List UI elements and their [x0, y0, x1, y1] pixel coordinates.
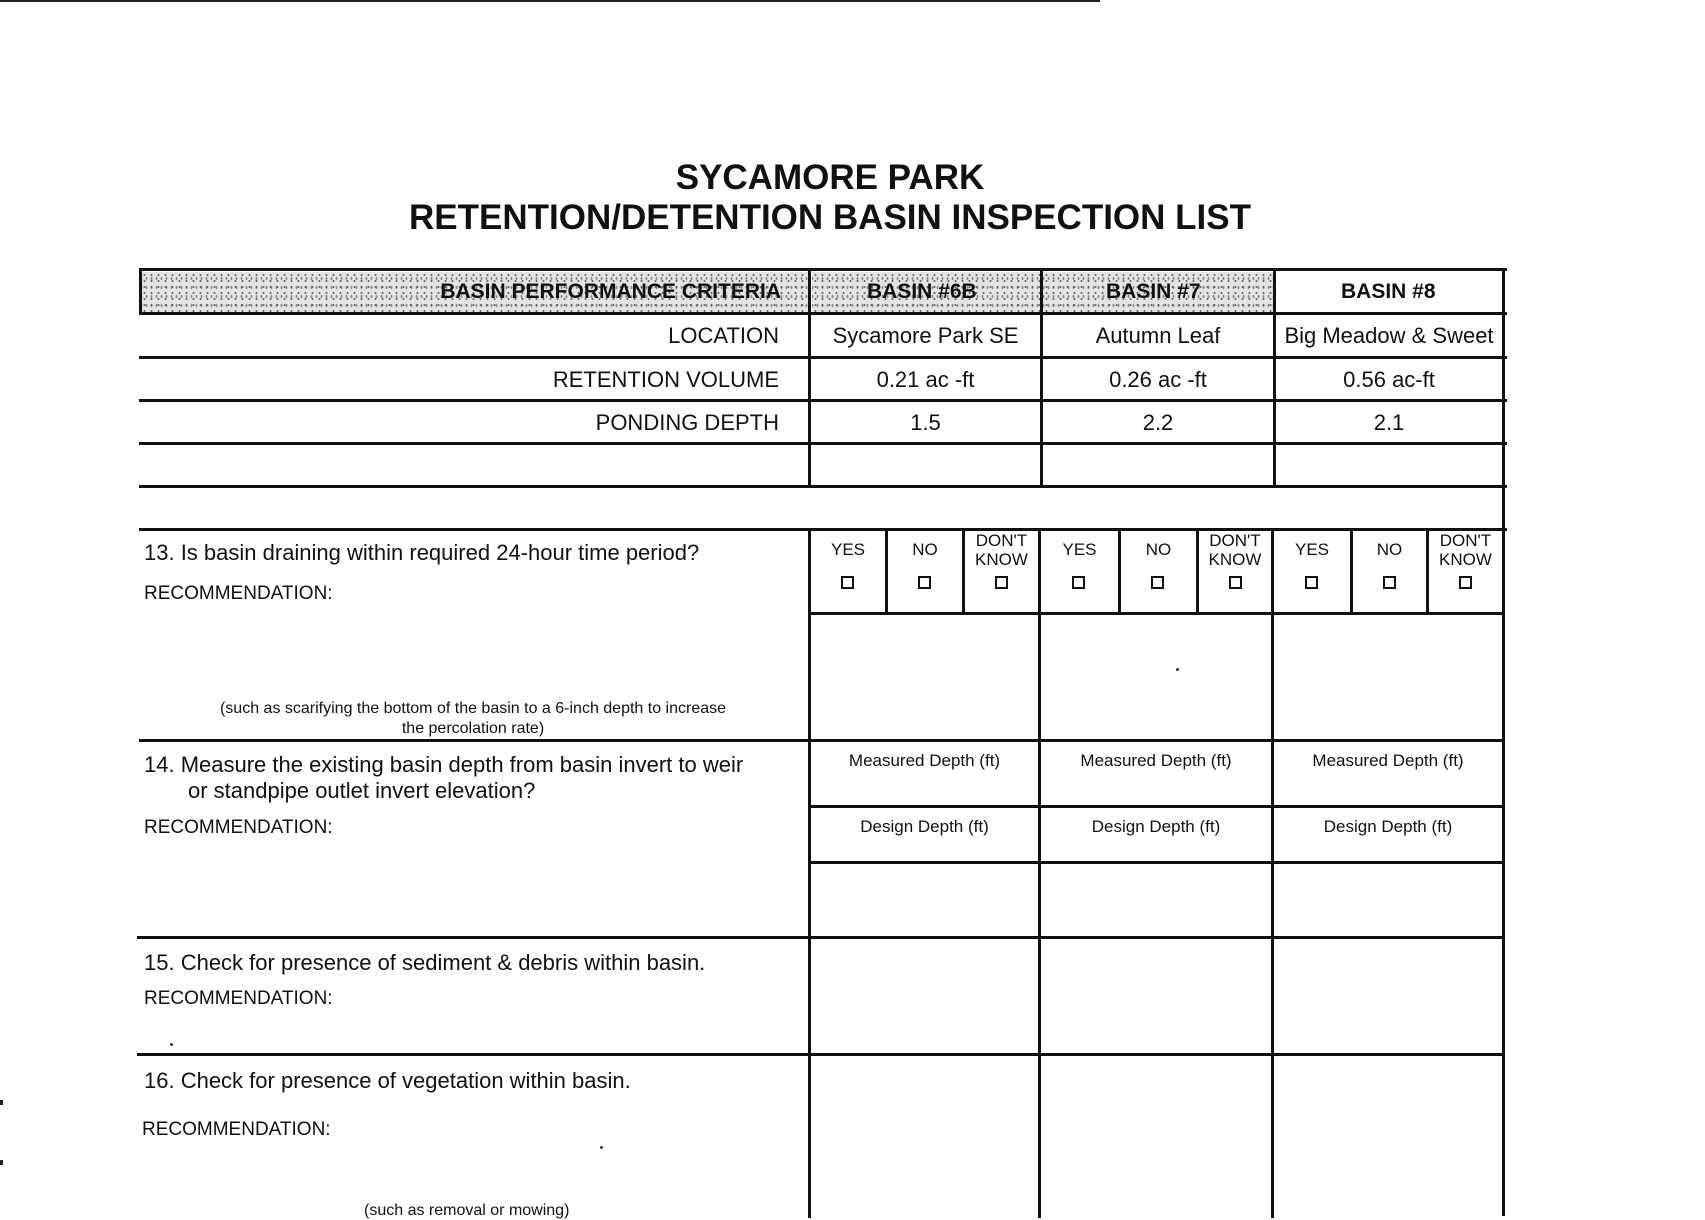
q13-basin-7-dontknow-checkbox[interactable] — [1229, 576, 1242, 589]
rule — [139, 485, 1507, 488]
header-basin-6b-cell — [812, 272, 1040, 312]
rule — [137, 1053, 1505, 1056]
location-basin-8: Big Meadow & Sweet — [1284, 323, 1494, 348]
q15-recommendation-label: RECOMMENDATION: — [144, 988, 333, 1009]
q14-basin-8-design-depth: Design Depth (ft) — [1323, 817, 1453, 836]
document-title: SYCAMORE PARK — [675, 158, 985, 197]
header-criteria-cell — [141, 272, 809, 312]
q13-basin-7-no-checkbox[interactable] — [1151, 576, 1164, 589]
header-basin-6b-label: BASIN #6B — [867, 280, 977, 303]
q13-basin-6b-no-label: NO — [912, 540, 938, 559]
ponding-basin-6b: 1.5 — [910, 410, 941, 435]
scan-speck — [0, 1160, 3, 1165]
q16-note: (such as removal or mowing) — [364, 1202, 570, 1219]
q13-basin-6b-yes-label: YES — [830, 540, 866, 559]
rule — [139, 268, 142, 315]
q13-basin-6b-yes-checkbox[interactable] — [841, 576, 854, 589]
header-basin-7-label: BASIN #7 — [1106, 280, 1201, 303]
q13-basin-7-no-label: NO — [1145, 540, 1172, 559]
rule — [139, 312, 1507, 315]
rule — [139, 528, 1507, 531]
scan-speck — [600, 1146, 603, 1149]
q14-question-line2: or standpipe outlet invert elevation? — [188, 778, 536, 803]
q14-basin-6b-design-depth: Design Depth (ft) — [860, 817, 989, 836]
rule — [139, 268, 1507, 271]
rule — [808, 805, 1505, 808]
header-basin-8-label: BASIN #8 — [1341, 280, 1436, 303]
rule — [808, 528, 811, 1218]
dont-line: DON'T — [975, 531, 1028, 550]
q14-basin-7-design-depth: Design Depth (ft) — [1091, 817, 1221, 836]
q13-basin-8-dontknow-label — [1429, 531, 1502, 569]
rule — [1502, 268, 1505, 1216]
ponding-depth-label: PONDING DEPTH — [595, 410, 779, 435]
rule — [137, 936, 1505, 939]
dont-line: DON'T — [1439, 531, 1492, 550]
rule — [808, 612, 1505, 615]
q13-question: 13. Is basin draining within required 24-hour time period? — [144, 540, 700, 565]
q13-basin-6b-dontknow-label — [965, 531, 1038, 569]
location-basin-7: Autumn Leaf — [1095, 323, 1221, 348]
q13-recommendation-label: RECOMMENDATION: — [144, 583, 333, 604]
rule — [139, 356, 1507, 359]
q14-basin-6b-measured-depth: Measured Depth (ft) — [848, 751, 1001, 770]
rule — [139, 739, 1505, 742]
ponding-basin-8: 2.1 — [1373, 410, 1405, 435]
know-line: KNOW — [1439, 550, 1492, 569]
q13-basin-8-no-checkbox[interactable] — [1383, 576, 1396, 589]
q16-question: 16. Check for presence of vegetation within basin. — [144, 1068, 631, 1093]
location-label: LOCATION — [668, 323, 779, 348]
header-basin-7-cell — [1043, 272, 1273, 312]
q13-basin-8-no-label: NO — [1376, 540, 1403, 559]
q13-basin-8-dontknow-checkbox[interactable] — [1459, 576, 1472, 589]
scan-speck — [0, 1100, 3, 1105]
q14-question-line1: 14. Measure the existing basin depth from basin invert to weir — [144, 752, 744, 777]
header-basin-8-cell — [1276, 272, 1502, 312]
know-line: KNOW — [975, 550, 1028, 569]
q13-basin-7-yes-label: YES — [1062, 540, 1097, 559]
q13-basin-7-yes-checkbox[interactable] — [1072, 576, 1085, 589]
q16-recommendation-label: RECOMMENDATION: — [142, 1119, 331, 1140]
scan-speck — [170, 1043, 173, 1046]
rule — [1038, 528, 1041, 1218]
q14-basin-7-measured-depth: Measured Depth (ft) — [1080, 751, 1232, 770]
q13-basin-8-yes-checkbox[interactable] — [1305, 576, 1318, 589]
retention-basin-6b: 0.21 ac -ft — [876, 367, 975, 392]
rule — [139, 442, 1507, 445]
page-top-edge — [0, 0, 1100, 2]
q13-basin-7-dontknow-label — [1199, 531, 1271, 569]
q13-note-line1: (such as scarifying the bottom of the basin to a 6-inch depth to increase — [219, 700, 727, 717]
q13-basin-6b-no-checkbox[interactable] — [918, 576, 931, 589]
q13-basin-8-yes-label: YES — [1294, 540, 1330, 559]
q13-basin-6b-dontknow-checkbox[interactable] — [995, 576, 1008, 589]
ponding-basin-7: 2.2 — [1142, 410, 1174, 435]
rule — [1271, 528, 1274, 1218]
retention-basin-8: 0.56 ac-ft — [1343, 367, 1435, 392]
rule — [139, 399, 1507, 402]
scan-speck — [1176, 668, 1179, 671]
q13-note-line2: the percolation rate) — [401, 720, 545, 737]
rule — [808, 861, 1505, 864]
header-criteria-label: BASIN PERFORMANCE CRITERIA — [440, 280, 781, 303]
location-basin-6b: Sycamore Park SE — [832, 323, 1019, 348]
retention-volume-label: RETENTION VOLUME — [552, 367, 779, 392]
document-subtitle: RETENTION/DETENTION BASIN INSPECTION LIST — [409, 198, 1251, 237]
retention-basin-7: 0.26 ac -ft — [1109, 367, 1207, 392]
dont-line: DON'T — [1209, 531, 1261, 550]
q15-question: 15. Check for presence of sediment & debris within basin. — [144, 950, 706, 975]
know-line: KNOW — [1208, 550, 1262, 569]
q14-recommendation-label: RECOMMENDATION: — [144, 817, 333, 838]
q14-basin-8-measured-depth: Measured Depth (ft) — [1312, 751, 1464, 770]
